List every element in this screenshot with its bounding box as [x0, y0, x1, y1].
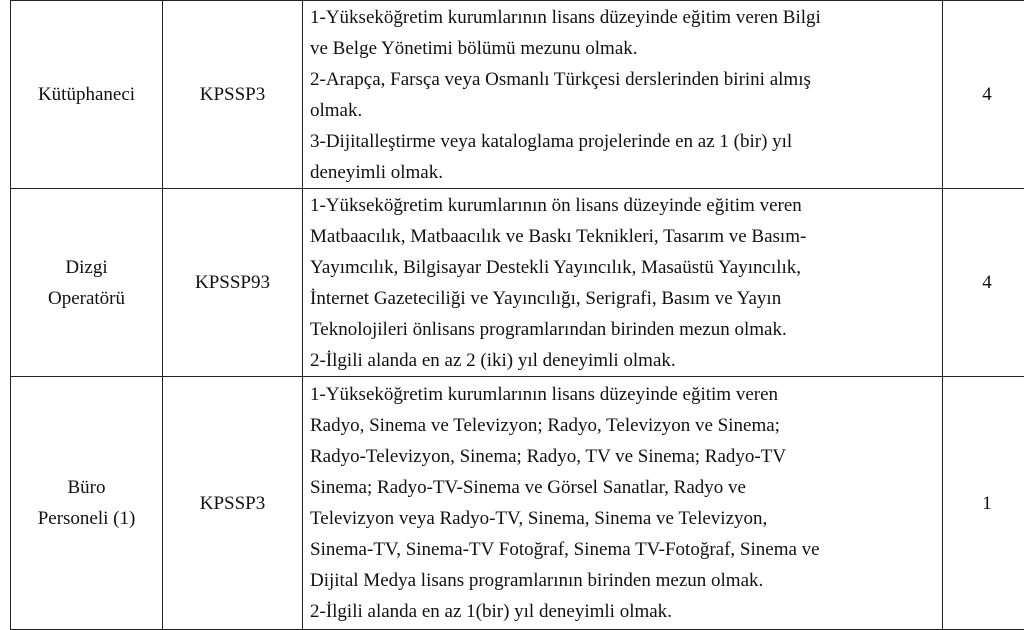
- requirement-line: 1-Yükseköğretim kurumlarının ön lisans düzeyinde eğitim veren: [310, 190, 938, 221]
- requirements-cell: [303, 189, 943, 377]
- requirement-line: deneyimli olmak.: [310, 157, 938, 188]
- position-title-cell: [11, 189, 163, 377]
- requirement-line: Sinema; Radyo-TV-Sinema ve Görsel Sanatlar, Radyo ve: [310, 472, 938, 503]
- requirement-line: Teknolojileri önlisans programlarından birinden mezun olmak.: [310, 314, 938, 345]
- requirement-line: Matbaacılık, Matbaacılık ve Baskı Teknikleri, Tasarım ve Basım-: [310, 221, 938, 252]
- position-title-line: Personeli (1): [38, 503, 136, 534]
- table-row: [11, 189, 1024, 377]
- requirement-line: 2-İlgili alanda en az 2 (iki) yıl deneyimli olmak.: [310, 345, 938, 376]
- position-title-line: Dizgi: [48, 252, 125, 283]
- position-count-cell: 4: [943, 189, 1024, 377]
- requirement-line: 2-İlgili alanda en az 1(bir) yıl deneyimli olmak.: [310, 596, 938, 627]
- requirement-line: Yayımcılık, Bilgisayar Destekli Yayıncılık, Masaüstü Yayıncılık,: [310, 252, 938, 283]
- requirements-cell: [303, 377, 943, 630]
- position-title-cell: [11, 1, 163, 189]
- requirement-line: 2-Arapça, Farsça veya Osmanlı Türkçesi derslerinden birini almış: [310, 64, 938, 95]
- exam-code-cell: KPSSP93: [163, 189, 303, 377]
- requirement-line: 3-Dijitalleştirme veya kataloglama projelerinde en az 1 (bir) yıl: [310, 126, 938, 157]
- position-count-cell: 1: [943, 377, 1024, 630]
- requirements-cell: [303, 1, 943, 189]
- requirement-line: Radyo, Sinema ve Televizyon; Radyo, Televizyon ve Sinema;: [310, 410, 938, 441]
- requirement-line: Sinema-TV, Sinema-TV Fotoğraf, Sinema TV-Fotoğraf, Sinema ve: [310, 534, 938, 565]
- position-requirements-table: [10, 0, 1024, 630]
- requirement-line: İnternet Gazeteciliği ve Yayıncılığı, Serigrafi, Basım ve Yayın: [310, 283, 938, 314]
- requirement-line: Dijital Medya lisans programlarının birinden mezun olmak.: [310, 565, 938, 596]
- requirement-line: ve Belge Yönetimi bölümü mezunu olmak.: [310, 33, 938, 64]
- position-title-line: Büro: [38, 472, 136, 503]
- requirement-line: Radyo-Televizyon, Sinema; Radyo, TV ve Sinema; Radyo-TV: [310, 441, 938, 472]
- exam-code-cell: KPSSP3: [163, 1, 303, 189]
- table-row: [11, 377, 1024, 630]
- position-title-line: Kütüphaneci: [38, 79, 135, 110]
- requirement-line: Televizyon veya Radyo-TV, Sinema, Sinema ve Televizyon,: [310, 503, 938, 534]
- position-title-line: Operatörü: [48, 283, 125, 314]
- position-title-cell: [11, 377, 163, 630]
- table-row: [11, 1, 1024, 189]
- requirement-line: olmak.: [310, 95, 938, 126]
- requirement-line: 1-Yükseköğretim kurumlarının lisans düzeyinde eğitim veren: [310, 379, 938, 410]
- position-count-cell: 4: [943, 1, 1024, 189]
- requirement-line: 1-Yükseköğretim kurumlarının lisans düzeyinde eğitim veren Bilgi: [310, 2, 938, 33]
- exam-code-cell: KPSSP3: [163, 377, 303, 630]
